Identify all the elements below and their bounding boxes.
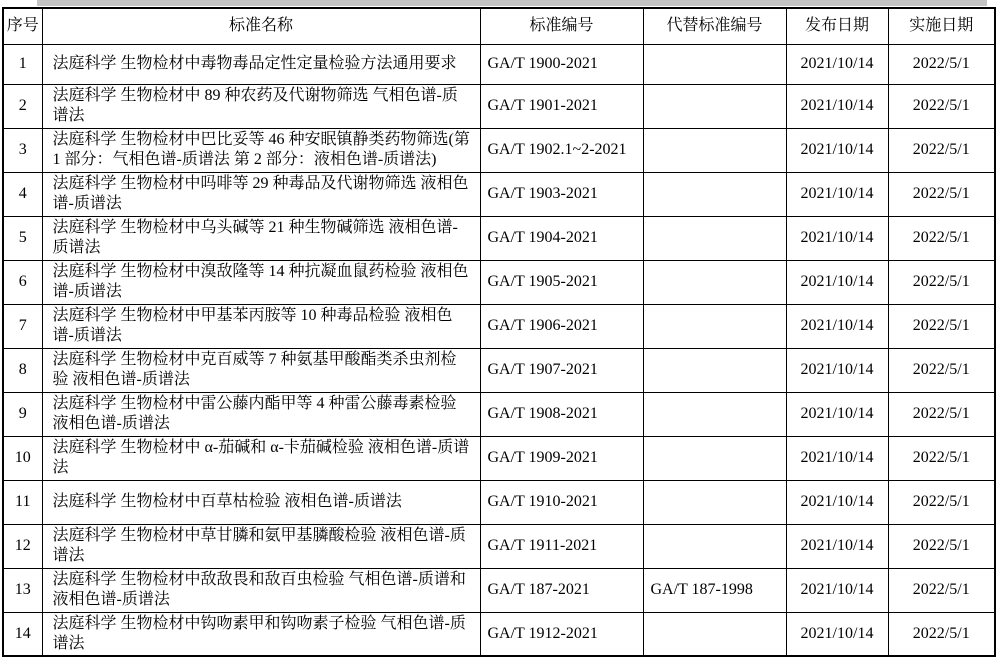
cell-standard-name: 法庭科学 生物检材中 α-茄碱和 α-卡茄碱检验 液相色谱-质谱法	[42, 436, 480, 480]
cell-standard-code: GA/T 1908-2021	[480, 392, 643, 436]
table-row	[3, 304, 995, 348]
cell-replaced-code: GA/T 187-1998	[643, 568, 786, 612]
cell-replaced-code	[643, 436, 786, 480]
table-row	[3, 172, 995, 216]
cell-replaced-code	[643, 216, 786, 260]
cell-implement-date: 2022/5/1	[888, 348, 995, 392]
header-row	[3, 8, 995, 44]
cell-standard-name: 法庭科学 生物检材中雷公藤内酯甲等 4 种雷公藤毒素检验 液相色谱-质谱法	[42, 392, 480, 436]
cell-standard-name: 法庭科学 生物检材中巴比妥等 46 种安眠镇静类药物筛选(第 1 部分：气相色谱-质谱法 第 2 部分：液相色谱-质谱法)	[42, 128, 480, 172]
table-row	[3, 524, 995, 568]
cell-standard-name: 法庭科学 生物检材中甲基苯丙胺等 10 种毒品检验 液相色谱-质谱法	[42, 304, 480, 348]
cell-replaced-code	[643, 172, 786, 216]
table-row	[3, 436, 995, 480]
cell-standard-name: 法庭科学 生物检材中溴敌隆等 14 种抗凝血鼠药检验 液相色谱-质谱法	[42, 260, 480, 304]
cell-index: 10	[3, 436, 42, 480]
table-header	[3, 8, 995, 44]
cell-publish-date: 2021/10/14	[786, 304, 888, 348]
cell-replaced-code	[643, 260, 786, 304]
cell-index: 7	[3, 304, 42, 348]
cell-standard-name: 法庭科学 生物检材中乌头碱等 21 种生物碱筛选 液相色谱-质谱法	[42, 216, 480, 260]
cell-replaced-code	[643, 480, 786, 524]
cell-index: 5	[3, 216, 42, 260]
cell-standard-code: GA/T 1903-2021	[480, 172, 643, 216]
cell-publish-date: 2021/10/14	[786, 44, 888, 84]
page-edge-strip	[37, 0, 987, 6]
cell-implement-date: 2022/5/1	[888, 392, 995, 436]
cell-replaced-code	[643, 128, 786, 172]
cell-standard-name: 法庭科学 生物检材中毒物毒品定性定量检验方法通用要求	[42, 44, 480, 84]
cell-standard-name: 法庭科学 生物检材中吗啡等 29 种毒品及代谢物筛选 液相色谱-质谱法	[42, 172, 480, 216]
cell-standard-code: GA/T 1900-2021	[480, 44, 643, 84]
header-implement-date: 实施日期	[888, 8, 995, 44]
cell-implement-date: 2022/5/1	[888, 260, 995, 304]
cell-publish-date: 2021/10/14	[786, 436, 888, 480]
table-row	[3, 44, 995, 84]
table-body	[3, 44, 995, 656]
cell-index: 6	[3, 260, 42, 304]
cell-index: 13	[3, 568, 42, 612]
cell-replaced-code	[643, 348, 786, 392]
cell-standard-code: GA/T 1907-2021	[480, 348, 643, 392]
cell-index: 2	[3, 84, 42, 128]
cell-standard-code: GA/T 1909-2021	[480, 436, 643, 480]
cell-publish-date: 2021/10/14	[786, 348, 888, 392]
cell-implement-date: 2022/5/1	[888, 128, 995, 172]
cell-implement-date: 2022/5/1	[888, 524, 995, 568]
table-row	[3, 260, 995, 304]
cell-standard-code: GA/T 1904-2021	[480, 216, 643, 260]
cell-index: 14	[3, 612, 42, 656]
table-row	[3, 612, 995, 656]
table-row	[3, 84, 995, 128]
header-publish-date: 发布日期	[786, 8, 888, 44]
table-row	[3, 216, 995, 260]
cell-standard-code: GA/T 1902.1~2-2021	[480, 128, 643, 172]
table-row	[3, 568, 995, 612]
cell-implement-date: 2022/5/1	[888, 216, 995, 260]
cell-replaced-code	[643, 392, 786, 436]
standards-table	[2, 7, 996, 657]
cell-publish-date: 2021/10/14	[786, 568, 888, 612]
cell-implement-date: 2022/5/1	[888, 568, 995, 612]
table-row	[3, 480, 995, 524]
table-row	[3, 128, 995, 172]
cell-standard-name: 法庭科学 生物检材中克百威等 7 种氨基甲酸酯类杀虫剂检验 液相色谱-质谱法	[42, 348, 480, 392]
cell-standard-code: GA/T 1912-2021	[480, 612, 643, 656]
cell-publish-date: 2021/10/14	[786, 392, 888, 436]
table-row	[3, 392, 995, 436]
cell-standard-name: 法庭科学 生物检材中 89 种农药及代谢物筛选 气相色谱-质谱法	[42, 84, 480, 128]
cell-standard-name: 法庭科学 生物检材中草甘膦和氨甲基膦酸检验 液相色谱-质谱法	[42, 524, 480, 568]
cell-replaced-code	[643, 612, 786, 656]
header-standard-name: 标准名称	[42, 8, 480, 44]
cell-standard-code: GA/T 1905-2021	[480, 260, 643, 304]
cell-standard-name: 法庭科学 生物检材中敌敌畏和敌百虫检验 气相色谱-质谱和液相色谱-质谱法	[42, 568, 480, 612]
cell-index: 4	[3, 172, 42, 216]
cell-implement-date: 2022/5/1	[888, 84, 995, 128]
cell-index: 9	[3, 392, 42, 436]
cell-index: 8	[3, 348, 42, 392]
table-row	[3, 348, 995, 392]
cell-index: 1	[3, 44, 42, 84]
cell-publish-date: 2021/10/14	[786, 216, 888, 260]
cell-replaced-code	[643, 524, 786, 568]
cell-publish-date: 2021/10/14	[786, 612, 888, 656]
cell-standard-code: GA/T 187-2021	[480, 568, 643, 612]
cell-replaced-code	[643, 304, 786, 348]
cell-publish-date: 2021/10/14	[786, 84, 888, 128]
cell-standard-code: GA/T 1911-2021	[480, 524, 643, 568]
cell-replaced-code	[643, 84, 786, 128]
cell-publish-date: 2021/10/14	[786, 172, 888, 216]
cell-index: 11	[3, 480, 42, 524]
cell-index: 12	[3, 524, 42, 568]
header-index: 序号	[3, 8, 42, 44]
cell-implement-date: 2022/5/1	[888, 612, 995, 656]
cell-replaced-code	[643, 44, 786, 84]
cell-implement-date: 2022/5/1	[888, 436, 995, 480]
cell-standard-name: 法庭科学 生物检材中钩吻素甲和钩吻素子检验 气相色谱-质谱法	[42, 612, 480, 656]
header-standard-code: 标准编号	[480, 8, 643, 44]
cell-index: 3	[3, 128, 42, 172]
cell-implement-date: 2022/5/1	[888, 304, 995, 348]
cell-standard-code: GA/T 1901-2021	[480, 84, 643, 128]
cell-standard-name: 法庭科学 生物检材中百草枯检验 液相色谱-质谱法	[42, 480, 480, 524]
header-replaced-code: 代替标准编号	[643, 8, 786, 44]
cell-publish-date: 2021/10/14	[786, 524, 888, 568]
cell-publish-date: 2021/10/14	[786, 260, 888, 304]
cell-implement-date: 2022/5/1	[888, 44, 995, 84]
cell-publish-date: 2021/10/14	[786, 128, 888, 172]
cell-standard-code: GA/T 1910-2021	[480, 480, 643, 524]
cell-implement-date: 2022/5/1	[888, 172, 995, 216]
cell-publish-date: 2021/10/14	[786, 480, 888, 524]
cell-implement-date: 2022/5/1	[888, 480, 995, 524]
cell-standard-code: GA/T 1906-2021	[480, 304, 643, 348]
